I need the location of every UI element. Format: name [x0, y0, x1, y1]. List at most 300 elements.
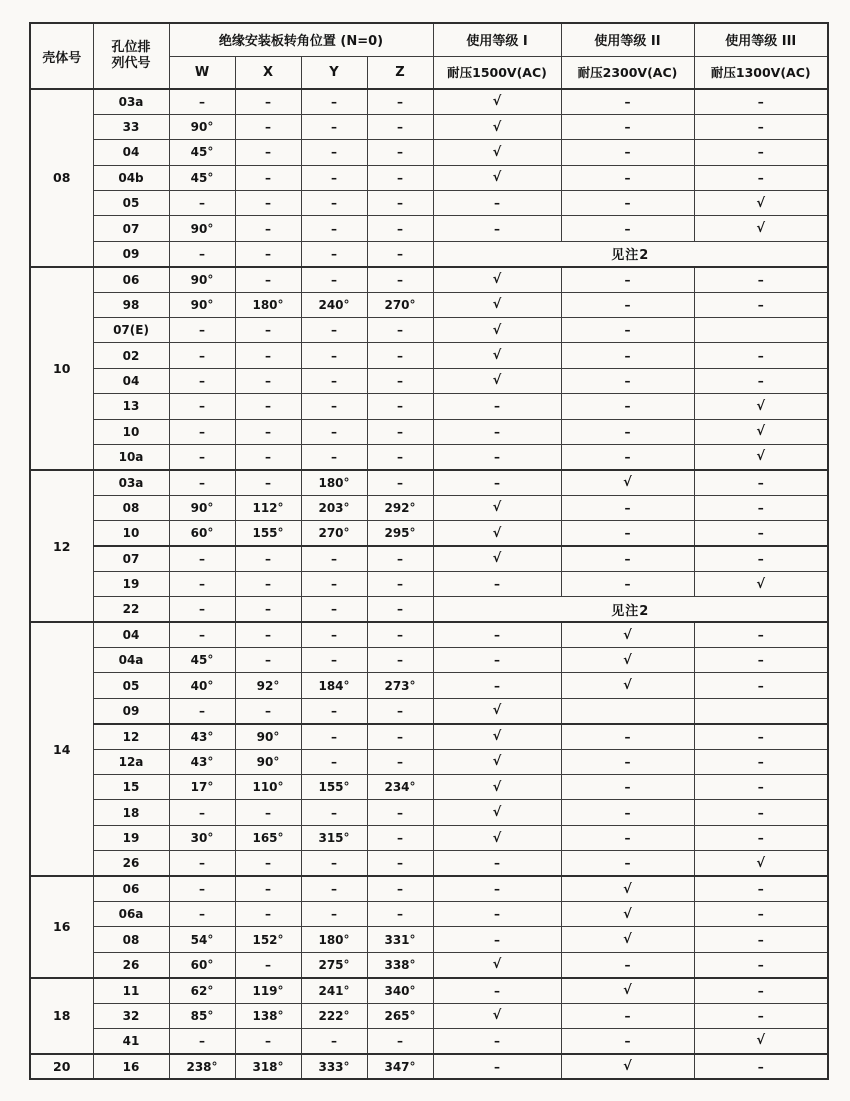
table-body	[30, 89, 828, 1079]
angle-y-cell: 315°	[301, 825, 367, 850]
see-note-cell: 见注2	[433, 597, 828, 622]
grade3-cell: –	[694, 521, 828, 546]
angle-y-cell: 275°	[301, 952, 367, 977]
grade2-cell: –	[561, 495, 694, 520]
header-subcol-z: Z	[367, 56, 433, 89]
grade1-cell: –	[433, 673, 561, 698]
grade3-cell: –	[694, 495, 828, 520]
angle-z-cell: –	[367, 419, 433, 444]
grade2-cell: –	[561, 267, 694, 292]
grade3-cell: –	[694, 114, 828, 139]
grade1-cell: –	[433, 191, 561, 216]
grade1-cell: –	[433, 444, 561, 469]
table-row	[30, 571, 828, 596]
grade1-cell: –	[433, 876, 561, 901]
grade1-cell: √	[433, 952, 561, 977]
angle-z-cell: –	[367, 749, 433, 774]
angle-x-cell: –	[235, 571, 301, 596]
angle-x-cell: –	[235, 368, 301, 393]
angle-w-cell: –	[169, 394, 235, 419]
grade1-cell: √	[433, 292, 561, 317]
angle-x-cell: 90°	[235, 749, 301, 774]
angle-z-cell: –	[367, 902, 433, 927]
header-angle-group: 绝缘安装板转角位置 (N=0)	[169, 23, 433, 56]
angle-w-cell: 40°	[169, 673, 235, 698]
angle-y-cell: –	[301, 419, 367, 444]
angle-z-cell: 295°	[367, 521, 433, 546]
table-row	[30, 1028, 828, 1053]
angle-w-cell: –	[169, 368, 235, 393]
grade3-cell: –	[694, 952, 828, 977]
grade2-cell: √	[561, 470, 694, 495]
hole-code-cell: 11	[93, 978, 169, 1003]
header-grade2-title: 使用等级 II	[561, 23, 694, 56]
hole-code-cell: 07	[93, 216, 169, 241]
angle-x-cell: –	[235, 343, 301, 368]
table-row	[30, 952, 828, 977]
hole-code-cell: 18	[93, 800, 169, 825]
angle-x-cell: 119°	[235, 978, 301, 1003]
angle-x-cell: –	[235, 546, 301, 571]
angle-x-cell: –	[235, 165, 301, 190]
grade2-cell: –	[561, 444, 694, 469]
angle-w-cell: 90°	[169, 114, 235, 139]
angle-y-cell: –	[301, 622, 367, 647]
table-row	[30, 597, 828, 622]
angle-w-cell: –	[169, 597, 235, 622]
angle-x-cell: 92°	[235, 673, 301, 698]
angle-z-cell: –	[367, 470, 433, 495]
angle-x-cell: –	[235, 648, 301, 673]
table-row	[30, 800, 828, 825]
angle-w-cell: 43°	[169, 724, 235, 749]
angle-w-cell: –	[169, 470, 235, 495]
grade3-cell: –	[694, 292, 828, 317]
angle-x-cell: –	[235, 597, 301, 622]
header-grade3-voltage: 耐压1300V(AC)	[694, 56, 828, 89]
table-row	[30, 267, 828, 292]
angle-y-cell: 180°	[301, 927, 367, 952]
grade2-cell: √	[561, 1054, 694, 1079]
angle-w-cell: –	[169, 800, 235, 825]
table-row	[30, 851, 828, 876]
angle-w-cell: 238°	[169, 1054, 235, 1079]
grade2-cell: –	[561, 191, 694, 216]
angle-x-cell: 318°	[235, 1054, 301, 1079]
angle-w-cell: 17°	[169, 775, 235, 800]
grade3-cell: –	[694, 775, 828, 800]
grade2-cell: √	[561, 876, 694, 901]
grade3-cell: –	[694, 343, 828, 368]
grade3-cell: –	[694, 165, 828, 190]
angle-y-cell: –	[301, 89, 367, 114]
angle-x-cell: –	[235, 851, 301, 876]
angle-z-cell: –	[367, 851, 433, 876]
table-row	[30, 191, 828, 216]
hole-code-cell: 04	[93, 140, 169, 165]
angle-x-cell: –	[235, 800, 301, 825]
table-row	[30, 749, 828, 774]
angle-x-cell: –	[235, 241, 301, 266]
angle-w-cell: 45°	[169, 648, 235, 673]
grade1-cell: –	[433, 1054, 561, 1079]
grade1-cell: √	[433, 140, 561, 165]
table-row	[30, 775, 828, 800]
angle-w-cell: –	[169, 902, 235, 927]
grade2-cell: –	[561, 724, 694, 749]
grade2-cell: –	[561, 394, 694, 419]
see-note-cell: 见注2	[433, 241, 828, 266]
grade3-cell: –	[694, 1003, 828, 1028]
hole-code-cell: 06	[93, 267, 169, 292]
grade1-cell: –	[433, 851, 561, 876]
hole-code-cell: 02	[93, 343, 169, 368]
grade3-cell: –	[694, 140, 828, 165]
hole-code-cell: 41	[93, 1028, 169, 1053]
grade1-cell: √	[433, 775, 561, 800]
angle-w-cell: 45°	[169, 165, 235, 190]
angle-w-cell: 43°	[169, 749, 235, 774]
angle-y-cell: –	[301, 851, 367, 876]
hole-code-cell: 16	[93, 1054, 169, 1079]
angle-x-cell: 112°	[235, 495, 301, 520]
grade1-cell: √	[433, 89, 561, 114]
angle-y-cell: –	[301, 241, 367, 266]
angle-x-cell: 110°	[235, 775, 301, 800]
grade1-cell: √	[433, 546, 561, 571]
grade2-cell: –	[561, 952, 694, 977]
hole-code-cell: 33	[93, 114, 169, 139]
shell-number-cell: 12	[30, 470, 93, 622]
angle-y-cell: –	[301, 343, 367, 368]
grade3-cell: √	[694, 444, 828, 469]
grade3-cell	[694, 698, 828, 723]
hole-code-cell: 32	[93, 1003, 169, 1028]
grade2-cell: –	[561, 89, 694, 114]
table-row	[30, 1054, 828, 1079]
grade1-cell: √	[433, 114, 561, 139]
angle-y-cell: –	[301, 394, 367, 419]
header-grade3-title: 使用等级 III	[694, 23, 828, 56]
angle-x-cell: –	[235, 318, 301, 343]
hole-code-cell: 10	[93, 521, 169, 546]
angle-w-cell: 90°	[169, 267, 235, 292]
angle-z-cell: –	[367, 216, 433, 241]
grade3-cell: –	[694, 622, 828, 647]
angle-w-cell: 45°	[169, 140, 235, 165]
table-row	[30, 495, 828, 520]
table-row	[30, 241, 828, 266]
grade1-cell: √	[433, 368, 561, 393]
hole-code-cell: 03a	[93, 470, 169, 495]
angle-y-cell: 203°	[301, 495, 367, 520]
grade3-cell: –	[694, 800, 828, 825]
table-row	[30, 444, 828, 469]
angle-z-cell: –	[367, 546, 433, 571]
table-row	[30, 1003, 828, 1028]
table-row	[30, 470, 828, 495]
table-row	[30, 114, 828, 139]
angle-y-cell: 270°	[301, 521, 367, 546]
angle-w-cell: –	[169, 698, 235, 723]
angle-x-cell: 90°	[235, 724, 301, 749]
grade3-cell: √	[694, 851, 828, 876]
angle-w-cell: 54°	[169, 927, 235, 952]
grade3-cell: –	[694, 470, 828, 495]
table-row	[30, 89, 828, 114]
angle-x-cell: –	[235, 267, 301, 292]
table-row	[30, 648, 828, 673]
grade3-cell: –	[694, 648, 828, 673]
table-row	[30, 978, 828, 1003]
grade3-cell: –	[694, 749, 828, 774]
hole-code-cell: 04	[93, 368, 169, 393]
angle-y-cell: –	[301, 546, 367, 571]
grade3-cell	[694, 318, 828, 343]
angle-w-cell: –	[169, 622, 235, 647]
grade1-cell: –	[433, 978, 561, 1003]
angle-x-cell: –	[235, 902, 301, 927]
hole-code-cell: 04b	[93, 165, 169, 190]
table-row	[30, 216, 828, 241]
angle-x-cell: –	[235, 622, 301, 647]
angle-y-cell: –	[301, 597, 367, 622]
table-row	[30, 521, 828, 546]
grade2-cell: √	[561, 673, 694, 698]
angle-w-cell: –	[169, 851, 235, 876]
header-subcol-y: Y	[301, 56, 367, 89]
hole-code-cell: 10a	[93, 444, 169, 469]
angle-y-cell: –	[301, 267, 367, 292]
grade1-cell: –	[433, 648, 561, 673]
grade1-cell: √	[433, 343, 561, 368]
header-grade1-title: 使用等级 I	[433, 23, 561, 56]
grade3-cell: √	[694, 191, 828, 216]
angle-w-cell: –	[169, 419, 235, 444]
grade1-cell: √	[433, 749, 561, 774]
angle-z-cell: –	[367, 140, 433, 165]
angle-y-cell: –	[301, 876, 367, 901]
angle-y-cell: 240°	[301, 292, 367, 317]
table-row	[30, 419, 828, 444]
angle-y-cell: –	[301, 191, 367, 216]
grade1-cell: √	[433, 521, 561, 546]
hole-code-cell: 04	[93, 622, 169, 647]
angle-y-cell: –	[301, 114, 367, 139]
spec-table	[29, 22, 829, 1080]
grade2-cell: –	[561, 749, 694, 774]
angle-w-cell: –	[169, 343, 235, 368]
shell-number-cell: 08	[30, 89, 93, 267]
angle-z-cell: –	[367, 394, 433, 419]
hole-code-cell: 26	[93, 851, 169, 876]
grade3-cell: √	[694, 216, 828, 241]
shell-number-cell: 14	[30, 622, 93, 876]
angle-x-cell: 180°	[235, 292, 301, 317]
angle-y-cell: 184°	[301, 673, 367, 698]
angle-z-cell: –	[367, 267, 433, 292]
shell-number-cell: 20	[30, 1054, 93, 1079]
angle-w-cell: –	[169, 318, 235, 343]
angle-y-cell: –	[301, 902, 367, 927]
grade1-cell: √	[433, 267, 561, 292]
grade2-cell: √	[561, 648, 694, 673]
table-row	[30, 724, 828, 749]
angle-y-cell: –	[301, 368, 367, 393]
grade3-cell: –	[694, 1054, 828, 1079]
angle-z-cell: 270°	[367, 292, 433, 317]
shell-number-cell: 16	[30, 876, 93, 978]
grade2-cell: –	[561, 825, 694, 850]
table-row	[30, 165, 828, 190]
angle-y-cell: 222°	[301, 1003, 367, 1028]
angle-y-cell: –	[301, 749, 367, 774]
angle-w-cell: 90°	[169, 495, 235, 520]
grade3-cell: –	[694, 825, 828, 850]
grade2-cell: –	[561, 571, 694, 596]
table-row	[30, 546, 828, 571]
grade2-cell: –	[561, 521, 694, 546]
angle-y-cell: –	[301, 216, 367, 241]
table-row	[30, 394, 828, 419]
header-code-line1: 孔位排	[111, 39, 151, 55]
angle-x-cell: –	[235, 444, 301, 469]
grade2-cell: –	[561, 546, 694, 571]
grade3-cell: –	[694, 876, 828, 901]
table-row	[30, 825, 828, 850]
angle-w-cell: –	[169, 571, 235, 596]
angle-z-cell: –	[367, 622, 433, 647]
hole-code-cell: 22	[93, 597, 169, 622]
angle-z-cell: –	[367, 1028, 433, 1053]
grade2-cell: √	[561, 978, 694, 1003]
angle-x-cell: –	[235, 89, 301, 114]
table-row	[30, 622, 828, 647]
grade2-cell: –	[561, 775, 694, 800]
grade1-cell: √	[433, 1003, 561, 1028]
angle-x-cell: 138°	[235, 1003, 301, 1028]
angle-y-cell: –	[301, 140, 367, 165]
hole-code-cell: 10	[93, 419, 169, 444]
grade3-cell: √	[694, 571, 828, 596]
grade2-cell: –	[561, 114, 694, 139]
angle-w-cell: 30°	[169, 825, 235, 850]
angle-z-cell: –	[367, 825, 433, 850]
grade1-cell: √	[433, 800, 561, 825]
hole-code-cell: 19	[93, 571, 169, 596]
angle-z-cell: –	[367, 597, 433, 622]
grade2-cell: –	[561, 216, 694, 241]
angle-z-cell: –	[367, 191, 433, 216]
angle-x-cell: –	[235, 114, 301, 139]
grade3-cell: –	[694, 89, 828, 114]
angle-y-cell: –	[301, 318, 367, 343]
angle-w-cell: –	[169, 89, 235, 114]
grade1-cell: –	[433, 216, 561, 241]
angle-y-cell: –	[301, 444, 367, 469]
angle-z-cell: 234°	[367, 775, 433, 800]
grade1-cell: √	[433, 165, 561, 190]
angle-x-cell: 155°	[235, 521, 301, 546]
hole-code-cell: 05	[93, 191, 169, 216]
angle-w-cell: 60°	[169, 521, 235, 546]
angle-z-cell: –	[367, 571, 433, 596]
angle-z-cell: –	[367, 444, 433, 469]
angle-w-cell: 90°	[169, 292, 235, 317]
angle-y-cell: 155°	[301, 775, 367, 800]
grade3-cell: –	[694, 927, 828, 952]
grade3-cell: –	[694, 673, 828, 698]
angle-z-cell: –	[367, 876, 433, 901]
grade2-cell: –	[561, 1003, 694, 1028]
hole-code-cell: 98	[93, 292, 169, 317]
angle-x-cell: –	[235, 698, 301, 723]
angle-z-cell: –	[367, 114, 433, 139]
angle-x-cell: –	[235, 394, 301, 419]
hole-code-cell: 06a	[93, 902, 169, 927]
angle-w-cell: –	[169, 546, 235, 571]
hole-code-cell: 06	[93, 876, 169, 901]
grade1-cell: √	[433, 318, 561, 343]
grade2-cell	[561, 698, 694, 723]
angle-z-cell: 347°	[367, 1054, 433, 1079]
grade3-cell: –	[694, 724, 828, 749]
angle-z-cell: –	[367, 724, 433, 749]
angle-z-cell: –	[367, 368, 433, 393]
angle-y-cell: –	[301, 724, 367, 749]
hole-code-cell: 07	[93, 546, 169, 571]
grade2-cell: –	[561, 343, 694, 368]
angle-z-cell: –	[367, 241, 433, 266]
angle-z-cell: –	[367, 648, 433, 673]
table-row	[30, 343, 828, 368]
grade3-cell: –	[694, 546, 828, 571]
grade1-cell: √	[433, 698, 561, 723]
angle-x-cell: –	[235, 952, 301, 977]
header-code	[93, 23, 169, 89]
grade2-cell: –	[561, 292, 694, 317]
hole-code-cell: 19	[93, 825, 169, 850]
grade3-cell: –	[694, 267, 828, 292]
angle-y-cell: 180°	[301, 470, 367, 495]
grade3-cell: –	[694, 902, 828, 927]
angle-y-cell: 241°	[301, 978, 367, 1003]
grade2-cell: –	[561, 851, 694, 876]
angle-z-cell: –	[367, 165, 433, 190]
grade2-cell: √	[561, 902, 694, 927]
table-row	[30, 368, 828, 393]
table-row	[30, 318, 828, 343]
angle-w-cell: 60°	[169, 952, 235, 977]
grade1-cell: √	[433, 495, 561, 520]
angle-w-cell: –	[169, 241, 235, 266]
grade3-cell: –	[694, 368, 828, 393]
grade2-cell: –	[561, 165, 694, 190]
angle-x-cell: –	[235, 140, 301, 165]
hole-code-cell: 03a	[93, 89, 169, 114]
angle-y-cell: –	[301, 1028, 367, 1053]
header-code-line2: 列代号	[111, 56, 151, 71]
grade2-cell: –	[561, 1028, 694, 1053]
hole-code-cell: 12a	[93, 749, 169, 774]
angle-x-cell: –	[235, 419, 301, 444]
angle-w-cell: 90°	[169, 216, 235, 241]
hole-code-cell: 07(E)	[93, 318, 169, 343]
table-header	[30, 23, 828, 89]
grade1-cell: –	[433, 394, 561, 419]
angle-w-cell: –	[169, 191, 235, 216]
angle-w-cell: –	[169, 444, 235, 469]
